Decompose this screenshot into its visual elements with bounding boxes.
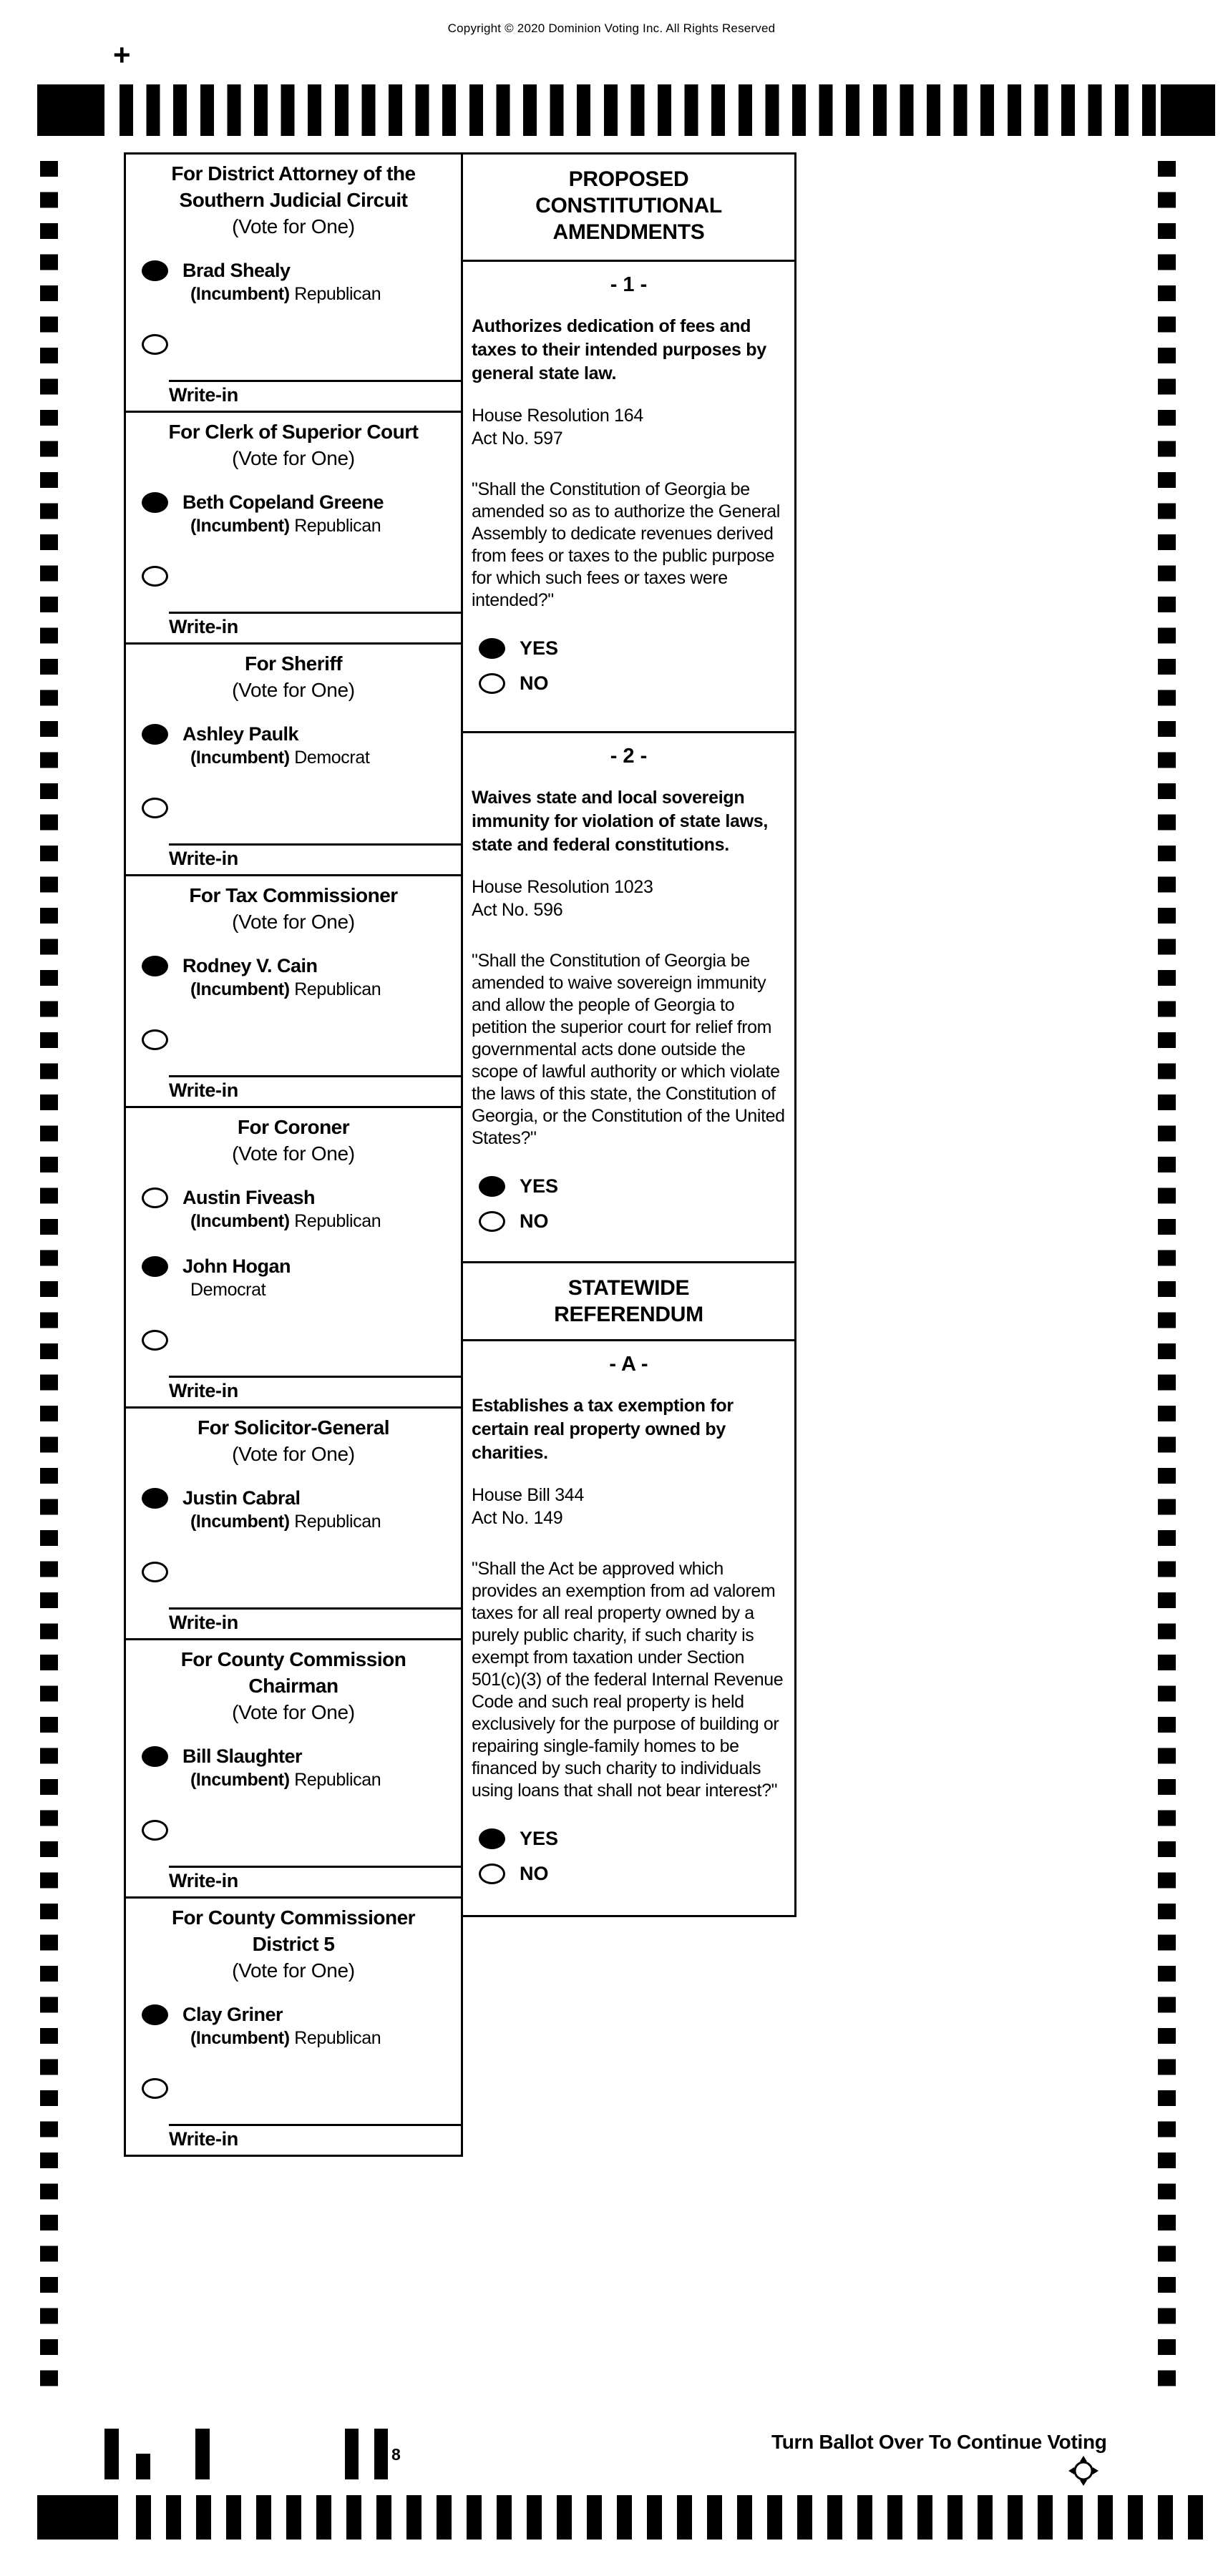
- yes-label: YES: [520, 1828, 559, 1849]
- write-in-label: Write-in: [169, 1079, 238, 1101]
- write-in-area: [169, 380, 461, 406]
- timing-marks-bottom-row: [136, 2495, 1203, 2540]
- vote-instruction: (Vote for One): [232, 911, 355, 933]
- vote-instruction: (Vote for One): [232, 1443, 355, 1465]
- candidate-name: Austin Fiveash: [182, 1187, 316, 1208]
- yes-option: [472, 1828, 786, 1850]
- measure-summary: Establishes a tax exemption for certain real property owned by charities.: [472, 1396, 734, 1463]
- no-label: NO: [520, 1210, 549, 1232]
- yes-option: [472, 637, 786, 660]
- candidate-party: (Incumbent) Republican: [190, 1512, 381, 1532]
- candidate-option: [126, 2004, 461, 2049]
- measure-summary: Authorizes dedication of fees and taxes to their intended purposes by general state law.: [472, 316, 766, 383]
- write-in-area: [169, 1376, 461, 1402]
- race-title: For Tax Commissioner (Vote for One): [126, 882, 461, 935]
- no-option: [472, 1210, 786, 1233]
- statewide-referendum-header: STATEWIDE REFERENDUM: [463, 1263, 794, 1341]
- vote-bubble[interactable]: [479, 673, 505, 694]
- yes-label: YES: [520, 1175, 559, 1197]
- vote-bubble[interactable]: [142, 566, 168, 587]
- race-title: For Solicitor-General (Vote for One): [126, 1414, 461, 1467]
- candidate-option: [126, 260, 461, 305]
- candidate-party: (Incumbent) Republican: [190, 2028, 381, 2048]
- barcode-bar: [345, 2429, 359, 2479]
- vote-instruction: (Vote for One): [232, 1701, 355, 1723]
- write-in-area: [169, 1607, 461, 1634]
- candidate-name: Ashley Paulk: [182, 723, 299, 745]
- candidate-party: Democrat: [190, 1280, 266, 1300]
- write-in-label: Write-in: [169, 1380, 238, 1401]
- vote-bubble[interactable]: [479, 1176, 505, 1197]
- race-clerk-superior-court: [126, 413, 461, 645]
- race-tax-commissioner: [126, 876, 461, 1108]
- unmarked-option: [126, 798, 461, 822]
- candidate-option: [126, 723, 461, 769]
- write-in-area: [169, 843, 461, 870]
- measure-question: "Shall the Constitution of Georgia be amended so as to authorize the General Assembly to dedicate revenues derived from fees or taxes to the public purpose for which such fees or taxes were intended?": [472, 479, 780, 610]
- unmarked-option: [126, 2078, 461, 2102]
- measure-summary: Waives state and local sovereign immunity for violation of state laws, state and federal constitutions.: [472, 788, 768, 855]
- candidate-party: (Incumbent) Republican: [190, 284, 381, 304]
- candidate-option: [126, 491, 461, 537]
- measure-authority: House Bill 344 Act No. 149: [472, 1485, 585, 1528]
- no-option: [472, 1863, 786, 1885]
- race-county-commission-chairman: [126, 1640, 461, 1899]
- vote-bubble[interactable]: [142, 724, 168, 745]
- race-title: For Sheriff (Vote for One): [126, 650, 461, 703]
- vote-instruction: (Vote for One): [232, 679, 355, 701]
- race-title: For Clerk of Superior Court (Vote for One): [126, 418, 461, 471]
- vote-bubble[interactable]: [479, 1828, 505, 1849]
- vote-bubble[interactable]: [142, 1256, 168, 1277]
- timing-marks-left-column: [40, 161, 58, 2386]
- write-in-label: Write-in: [169, 848, 238, 869]
- registration-plus-mark: +: [113, 38, 131, 72]
- timing-mark-block-top-right: [1161, 84, 1215, 136]
- timing-mark-block-top-left: [37, 84, 104, 136]
- candidate-party: (Incumbent) Democrat: [190, 748, 370, 768]
- vote-bubble[interactable]: [142, 1330, 168, 1351]
- registration-target-icon: [1068, 2455, 1099, 2487]
- candidate-option: [126, 955, 461, 1001]
- race-title: For District Attorney of the Southern Judicial Circuit (Vote for One): [126, 160, 461, 240]
- barcode-bar: [374, 2429, 388, 2479]
- measure-number: - 1 -: [610, 273, 648, 296]
- barcode-glyph: 8: [391, 2445, 401, 2464]
- vote-bubble[interactable]: [479, 1211, 505, 1232]
- vote-bubble[interactable]: [142, 956, 168, 976]
- no-label: NO: [520, 1863, 549, 1884]
- vote-bubble[interactable]: [142, 1488, 168, 1509]
- race-title: For Coroner (Vote for One): [126, 1114, 461, 1167]
- vote-bubble[interactable]: [142, 334, 168, 355]
- candidate-option: [126, 1187, 461, 1233]
- candidate-party: (Incumbent) Republican: [190, 979, 381, 999]
- write-in-label: Write-in: [169, 1870, 238, 1891]
- vote-bubble[interactable]: [142, 492, 168, 513]
- vote-instruction: (Vote for One): [232, 447, 355, 469]
- ballot-content: [124, 152, 796, 2157]
- barcode-bar: [136, 2454, 150, 2479]
- vote-bubble[interactable]: [142, 1187, 168, 1208]
- measures-column: [463, 152, 796, 1917]
- candidate-name: Rodney V. Cain: [182, 955, 318, 976]
- candidate-name: Beth Copeland Greene: [182, 491, 384, 513]
- constitutional-amendments-header: PROPOSED CONSTITUTIONAL AMENDMENTS: [463, 155, 794, 262]
- candidate-option: [126, 1255, 461, 1301]
- yes-label: YES: [520, 637, 559, 659]
- vote-bubble[interactable]: [479, 638, 505, 659]
- no-option: [472, 672, 786, 695]
- race-coroner: [126, 1108, 461, 1409]
- unmarked-option: [126, 1820, 461, 1844]
- candidate-option: [126, 1487, 461, 1533]
- timing-mark-block-bottom-left: [37, 2495, 118, 2540]
- unmarked-option: [126, 1562, 461, 1586]
- measure-question: "Shall the Constitution of Georgia be amended to waive sovereign immunity and allow the people of Georgia to petition the superior court for relief from governmental acts done outside the scope of lawful authority or which violate the laws of this state, the Constitution of Georgia, or the Constitution of the United States?": [472, 951, 785, 1148]
- candidate-name: Bill Slaughter: [182, 1745, 303, 1767]
- barcode-bar: [195, 2429, 210, 2479]
- vote-instruction: (Vote for One): [232, 215, 355, 237]
- race-sheriff: [126, 645, 461, 876]
- timing-marks-right-column: [1158, 161, 1176, 2386]
- measure-question: "Shall the Act be approved which provides an exemption from ad valorem taxes for all real property owned by a purely public charity, if such charity is exempt from taxation under Section 501(c)(3) of the federal Internal Revenue Code and such real property is held exclusively for the purpose of building or repairing single-family homes to be financed by such charity to individuals using loans that shall not bear interest?": [472, 1559, 784, 1801]
- vote-bubble[interactable]: [142, 260, 168, 281]
- write-in-label: Write-in: [169, 616, 238, 637]
- vote-bubble[interactable]: [479, 1864, 505, 1884]
- referendum-a: [463, 1341, 794, 1915]
- amendment-2: [463, 733, 794, 1263]
- write-in-area: [169, 1866, 461, 1892]
- write-in-area: [169, 1075, 461, 1102]
- race-solicitor-general: [126, 1409, 461, 1640]
- no-label: NO: [520, 672, 549, 694]
- vote-bubble[interactable]: [142, 798, 168, 818]
- race-title: For County Commission Chairman (Vote for One): [126, 1646, 461, 1725]
- turn-ballot-over-text: Turn Ballot Over To Continue Voting: [771, 2431, 1107, 2453]
- copyright-text: Copyright © 2020 Dominion Voting Inc. All Rights Reserved: [447, 21, 776, 35]
- race-county-commissioner-district-5: [126, 1899, 461, 2155]
- yes-option: [472, 1175, 786, 1198]
- races-column: [124, 152, 463, 2157]
- unmarked-option: [126, 1029, 461, 1054]
- vote-instruction: (Vote for One): [232, 1142, 355, 1165]
- write-in-label: Write-in: [169, 2128, 238, 2150]
- candidate-name: Brad Shealy: [182, 260, 291, 281]
- candidate-party: (Incumbent) Republican: [190, 1211, 381, 1231]
- vote-bubble[interactable]: [142, 1562, 168, 1582]
- write-in-label: Write-in: [169, 1612, 238, 1633]
- candidate-name: Clay Griner: [182, 2004, 283, 2025]
- candidate-party: (Incumbent) Republican: [190, 1770, 381, 1790]
- write-in-label: Write-in: [169, 384, 238, 406]
- vote-bubble[interactable]: [142, 2004, 168, 2025]
- measure-authority: House Resolution 164 Act No. 597: [472, 406, 643, 449]
- write-in-area: [169, 2124, 461, 2150]
- vote-bubble[interactable]: [142, 1746, 168, 1767]
- candidate-party: (Incumbent) Republican: [190, 516, 381, 536]
- vote-bubble[interactable]: [142, 1029, 168, 1050]
- unmarked-option: [126, 334, 461, 358]
- candidate-option: [126, 1745, 461, 1791]
- vote-bubble[interactable]: [142, 1820, 168, 1841]
- race-district-attorney: [126, 155, 461, 413]
- amendment-1: [463, 262, 794, 733]
- measure-number: - 2 -: [610, 745, 648, 768]
- vote-instruction: (Vote for One): [232, 1959, 355, 1982]
- unmarked-option: [126, 566, 461, 590]
- timing-marks-top-row: [120, 84, 1156, 136]
- measure-number: - A -: [609, 1353, 648, 1376]
- measure-authority: House Resolution 1023 Act No. 596: [472, 877, 653, 920]
- race-title: For County Commissioner District 5 (Vote for One): [126, 1904, 461, 1984]
- unmarked-option: [126, 1330, 461, 1354]
- candidate-name: Justin Cabral: [182, 1487, 301, 1509]
- vote-bubble[interactable]: [142, 2078, 168, 2099]
- barcode-bar: [104, 2429, 119, 2479]
- write-in-area: [169, 612, 461, 638]
- candidate-name: John Hogan: [182, 1255, 291, 1277]
